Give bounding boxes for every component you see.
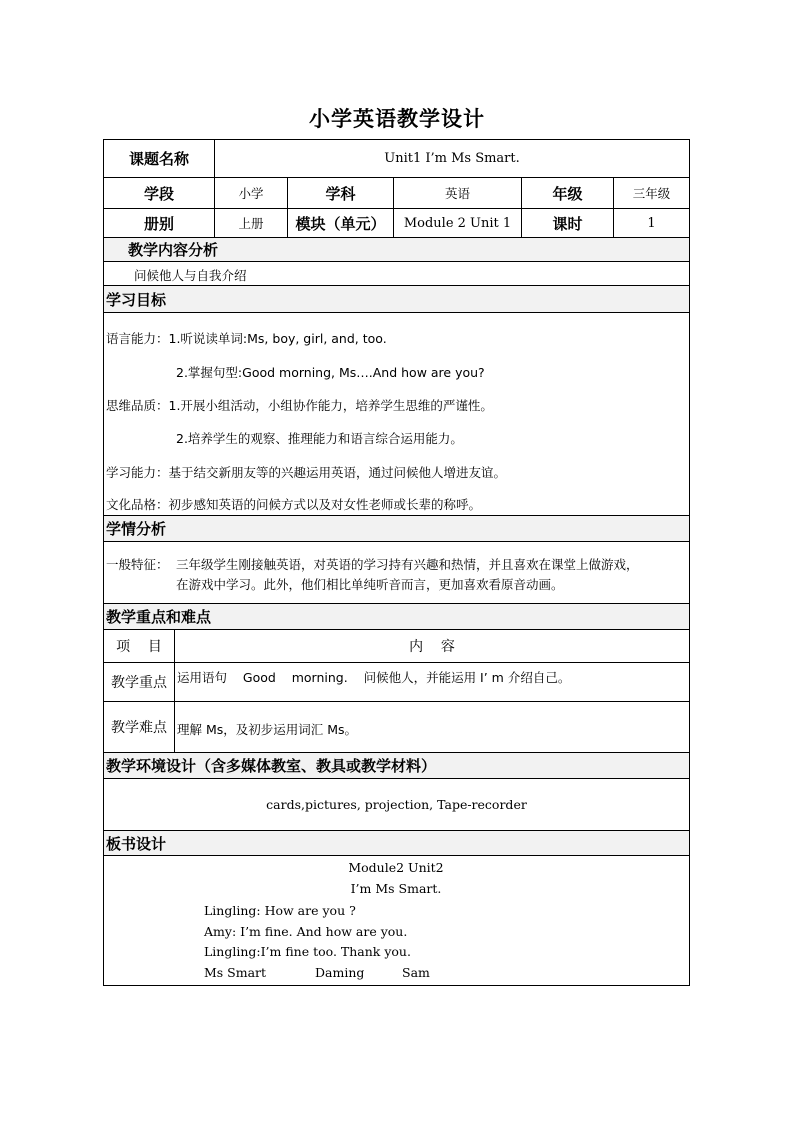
content-analysis-heading: 教学内容分析 bbox=[104, 238, 689, 262]
grade-value: 三年级 bbox=[632, 186, 671, 201]
key-points-header-row bbox=[104, 630, 689, 663]
learner-line: 在游戏中学习。此外，他们相比单纯听音而言，更加喜欢看原音动画。 bbox=[176, 577, 564, 592]
stage-value: 小学 bbox=[215, 178, 288, 208]
stage-label: 学段 bbox=[104, 178, 215, 208]
board-heading: 板书设计 bbox=[104, 831, 689, 856]
stage-row bbox=[104, 178, 689, 209]
board-name: Daming bbox=[315, 965, 365, 980]
objective-line: 2.培养学生的观察、推理能力和语言综合运用能力。 bbox=[176, 431, 463, 446]
focus-text: 运用语句 Good morning. 问候他人，并能运用 I’ m 介绍自己。 bbox=[177, 670, 571, 685]
key-points-heading: 教学重点和难点 bbox=[104, 604, 689, 630]
content-analysis-body bbox=[104, 262, 689, 286]
focus-row bbox=[104, 663, 689, 702]
content-analysis-text: 问候他人与自我介绍 bbox=[134, 268, 247, 283]
module-label: 模块（单元） bbox=[288, 209, 394, 237]
board-dialog-line: Lingling:I’m fine too. Thank you. bbox=[204, 944, 411, 959]
difficulty-label: 教学难点 bbox=[104, 702, 175, 752]
grade-label: 年级 bbox=[522, 178, 614, 208]
objective-line: 语言能力：1.听说读单词:Ms, boy, girl, and, too. bbox=[106, 331, 387, 346]
objective-line: 文化品格：初步感知英语的问候方式以及对女性老师或长辈的称呼。 bbox=[106, 497, 482, 512]
learner-analysis-heading: 学情分析 bbox=[104, 516, 689, 542]
board-title-line: I’m Ms Smart. bbox=[350, 881, 442, 896]
environment-body bbox=[104, 779, 689, 831]
board-dialog-line: Lingling: How are you ? bbox=[204, 903, 356, 918]
board-name: Ms Smart bbox=[204, 965, 267, 980]
board-name: Sam bbox=[402, 965, 430, 980]
objective-line: 学习能力：基于结交新朋友等的兴趣运用英语，通过问候他人增进友谊。 bbox=[106, 465, 507, 480]
board-body bbox=[104, 856, 689, 985]
lesson-plan-table bbox=[103, 139, 690, 986]
period-label: 课时 bbox=[522, 209, 614, 237]
environment-text: cards,pictures, projection, Tape-recorder bbox=[266, 797, 527, 812]
module-value: Module 2 Unit 1 bbox=[394, 209, 522, 237]
difficulty-row bbox=[104, 702, 689, 753]
item-column-header: 项 目 bbox=[104, 630, 175, 662]
learner-analysis-body bbox=[104, 542, 689, 604]
course-label: 课题名称 bbox=[104, 140, 215, 177]
objective-line: 思维品质：1.开展小组活动，小组协作能力，培养学生思维的严谨性。 bbox=[106, 398, 493, 413]
board-module-line: Module2 Unit2 bbox=[348, 860, 444, 875]
objectives-body bbox=[104, 313, 689, 516]
subject-value: 英语 bbox=[394, 178, 522, 208]
learner-line: 三年级学生刚接触英语，对英语的学习持有兴趣和热情，并且喜欢在课堂上做游戏， bbox=[176, 557, 639, 572]
period-value: 1 bbox=[647, 215, 656, 231]
subject-label: 学科 bbox=[288, 178, 394, 208]
focus-label: 教学重点 bbox=[104, 663, 175, 701]
volume-label: 册别 bbox=[104, 209, 215, 237]
course-value: Unit1 I’m Ms Smart. bbox=[384, 151, 520, 166]
board-dialog-line: Amy: I’m fine. And how are you. bbox=[204, 924, 408, 939]
objective-line: 2.掌握句型:Good morning, Ms….And how are you? bbox=[176, 365, 485, 380]
environment-heading: 教学环境设计（含多媒体教室、教具或教学材料） bbox=[104, 753, 689, 779]
content-column-header: 内 容 bbox=[409, 639, 455, 655]
volume-value: 上册 bbox=[215, 209, 288, 237]
learner-label: 一般特征： bbox=[106, 557, 169, 572]
page-title: 小学英语教学设计 bbox=[309, 107, 485, 131]
volume-row bbox=[104, 209, 689, 238]
objectives-heading: 学习目标 bbox=[104, 286, 689, 313]
course-row bbox=[104, 140, 689, 178]
difficulty-text: 理解 Ms，及初步运用词汇 Ms。 bbox=[177, 722, 358, 737]
